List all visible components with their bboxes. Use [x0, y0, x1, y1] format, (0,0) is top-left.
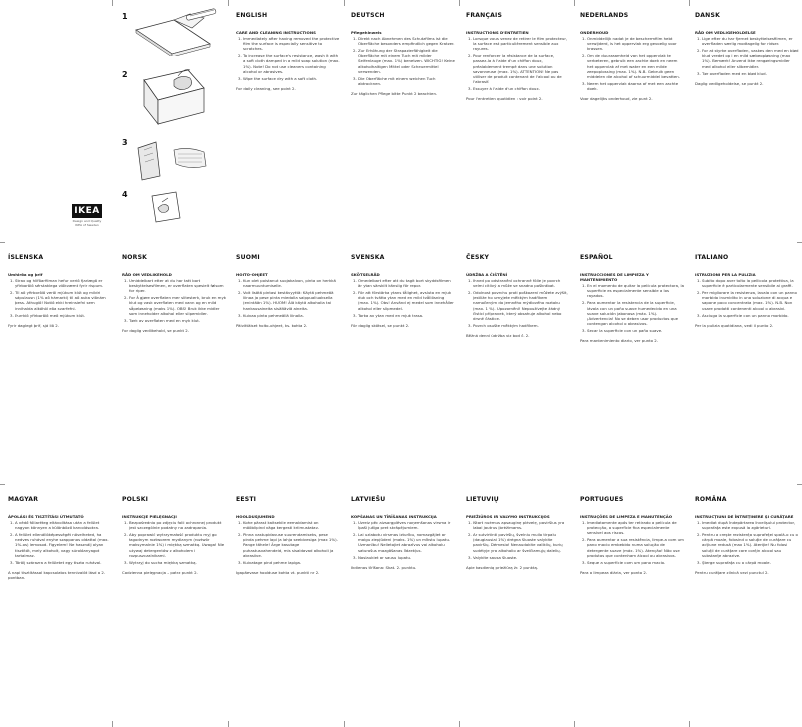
lang-heading: RÅD OM VEDLIGEHOLDELSE: [695, 30, 756, 35]
lang-heading: HOITO-OHJEET: [236, 272, 268, 277]
instruction-list: [466, 520, 570, 560]
list-item: 2. For å gjøre overflaten mer slitesterk, bruk en myk klut og vask overflaten med vann og en mild såpeløsning (maks 1%). OBS! Bruk ikke midler som inneholder alkohol eller slipemidler.: [129, 295, 226, 315]
list-item: 3. Seque a superfície com um pano macio.: [587, 560, 684, 565]
list-item: 1. Uzreiz pēc aizsargplēves noņemšanas virsma ir īpaši jutīga pret skrāpējumiem.: [358, 520, 455, 530]
lang-heading: SKÖTSELRÅD: [351, 272, 380, 277]
instruction-list: [580, 520, 684, 565]
list-item: 1. En el momento de quitar la película protectora, la superficie es especialmente sensible a los rayados.: [587, 283, 684, 298]
step-number-2: 2: [122, 70, 128, 79]
lang-latviesu: [351, 496, 455, 570]
lang-heading: CARE AND CLEANING INSTRUCTIONS: [236, 30, 316, 35]
list-item: 3. Kuivaa pinta pehmeällä liinalla.: [243, 313, 340, 318]
list-item: 1. Ištart nuėmus apsauginę plėvelę, paviršius yra labai jautrus įbrėžimams.: [473, 520, 570, 530]
ikea-logo-text: IKEA: [74, 206, 100, 216]
list-item: 3. Asciuga la superficie con un panno morbido.: [702, 313, 799, 318]
list-item: 3. Povrch osušte měkkým hadříkem.: [473, 323, 570, 328]
daily-note: Daglig vedligeholdelse, se punkt 2.: [695, 80, 764, 86]
crop-mark: [459, 0, 460, 6]
daily-note: Voor dagelijks onderhoud, zie punt 2.: [580, 96, 653, 102]
list-item: 2. Odolnost povrchu proti poškození můžete zvýšit, jestliže ho umyjete měkkým hadříkem namočeným do jemného mýdlového roztoku (max. 1 %). Upozornění! Nepoužívejte žádný čisticí přípravek, který obsahuje alkohol nebo drsné částice.: [473, 290, 570, 321]
list-item: 1. Lige efter du har fjernet beskyttelsesfilmen, er overfladen særlig modtagelig for ridser.: [702, 36, 799, 46]
instruction-list: [122, 520, 226, 565]
list-item: 1. Bezpośrednio po zdjęciu folii ochronnej produkt jest szczególnie podatny na zadrapania.: [129, 520, 226, 530]
list-item: 1. Direkt nach Abnehmen des Schutzfilms ist die Oberfläche besonders empfindlich gegen Kratzer.: [358, 36, 455, 46]
list-item: 3. Essuyer à l'aide d'un chiffon doux.: [473, 86, 570, 91]
daily-note: For daglig vedlikehold, se punkt 2.: [122, 327, 189, 333]
list-item: 2. Per migliorare la resistenza, lavala con un panno morbido inumidito in una soluzione di acqua e sapone poco concentrata (max. 1%). N.B. Non usare prodotti contenenti alcool o abrasivi.: [702, 290, 799, 310]
list-item: 3. Torka av ytan med en mjuk trasa.: [358, 313, 455, 318]
lang-nederlands: [580, 12, 684, 101]
crop-mark: [344, 721, 345, 727]
list-item: 1. Immediately after having removed the protective film the surface is especially sensitive to scratches.: [243, 36, 340, 51]
peel-film-illustration: [132, 8, 222, 56]
instruction-list: [351, 36, 455, 86]
instruction-list: [8, 278, 112, 318]
instruction-list: [236, 520, 340, 565]
step-number-3: 3: [122, 138, 128, 147]
lang-suomi: [236, 254, 340, 328]
lang-heading: KOPŠANAS UN TĪRĪŠANAS INSTRUKCIJA: [351, 514, 437, 519]
list-item: 3. Secar la superficie con un paño suave.: [587, 328, 684, 333]
list-item: 3. Noslaukiet ar sausu lupatu.: [358, 555, 455, 560]
list-item: 2. Para aumentar la resistencia de la superficie, lávala con un paño suave humedecido en una suave solución jabonosa (máx. 1%). ¡Advertencia! No se deben usar productos que contengan alcohol o abrasivos.: [587, 300, 684, 325]
crop-mark: [459, 721, 460, 727]
list-item: 1. Lorsque vous venez de retirer le film protecteur, la surface est particulièrement sensible aux rayures.: [473, 36, 570, 51]
lang-title: FRANÇAIS: [466, 12, 503, 19]
crop-mark: [689, 721, 690, 727]
lang-title: PORTUGUES: [580, 496, 624, 503]
daily-note: För daglig skötsel, se punkt 2.: [351, 322, 410, 328]
list-item: 3. Die Oberfläche mit einem weichen Tuch abtrocknen.: [358, 76, 455, 86]
instruction-list: [351, 520, 455, 560]
lang-title: ITALIANO: [695, 254, 729, 261]
lang-heading: ÁPOLÁSI ÉS TISZTÍTÁSI ÚTMUTATÓ: [8, 514, 84, 519]
instruction-list: [580, 36, 684, 91]
crop-mark: [228, 0, 229, 6]
lang-magyar: [8, 496, 112, 580]
lang-english: [236, 12, 340, 91]
crop-mark: [344, 0, 345, 6]
crop-mark: [797, 242, 802, 243]
lang-heading: INSTRUKCJE PIELĘGNACJI: [122, 514, 177, 519]
lang-title: ROMÂNA: [695, 496, 727, 503]
crop-mark: [0, 484, 5, 485]
list-item: 3. Şterge suprafaţa cu o cârpă moale.: [702, 560, 799, 565]
instruction-list: [695, 520, 799, 565]
list-item: 2. Pinna vastupidavuse suurendamiseks, pese pinda pehme lapi ja lahja seebivesiga (max 1%). Pange tähele! Ärge kasutage puhastusvahendeid, mis sisaldavad alkoholi ja abrasiive.: [243, 532, 340, 557]
lang-heading: INSTRUCŢIUNI DE ÎNTREŢINERE ŞI CURĂŢARE: [695, 514, 794, 519]
daily-note: Běžná denní údržba viz bod č. 2.: [466, 332, 530, 338]
lang-title: SUOMI: [236, 254, 260, 261]
instruction-list: [580, 283, 684, 333]
ikea-logo-caption: Design and Quality IKEA of Sweden: [72, 219, 102, 227]
lang-heading: RÅD OM VEDLIKEHOLD: [122, 272, 172, 277]
list-item: 2. A felület ellenállóképességét növelheted, ha nedves ruhával enyhe szappanos oldattal (max. 1%-os) lemosod. Figyelem! Ne használj olyan tisztítót, mely alkoholt, vagy súrolóanyagot tartalmaz.: [15, 532, 112, 557]
lang-eesti: [236, 496, 340, 575]
list-item: 3. Tørk av overflaten med en myk klut.: [129, 318, 226, 323]
crop-mark: [689, 0, 690, 6]
lang-title: NORSK: [122, 254, 148, 261]
list-item: 1. Omedelbart efter att du tagit bort skyddsfilmen är ytan särskilt känslig för repor.: [358, 278, 455, 288]
list-item: 2. To increase the surface's resistance, wash it with a soft cloth damped in a mild soap solution (max. 1%). Note! Do not use cleaners containing alcohol or abrasives.: [243, 53, 340, 73]
daily-note: Pour l'entretien quotidien : voir point 2.: [466, 96, 543, 102]
list-item: 2. Om de duurzaamheid van het oppervlak te verbeteren, gebruik een zachte doek en neem het oppervlak af met water en een milde zeepoplossing (max. 1%). N.B. Gebruik geen middelen die alcohol of schuurmiddel bevatten.: [587, 53, 684, 78]
list-item: 3. Valykite sausa šluoste.: [473, 555, 570, 560]
lang-heading: INSTRUÇÕES DE LIMPEZA E MANUTENÇÃO: [580, 514, 673, 519]
list-item: 3. Þurrkið yfirborðið með mjúkum klút.: [15, 313, 112, 318]
lang-italiano: [695, 254, 799, 328]
list-item: 2. För att förstärka ytans tålighet, avsluta en mjuk duk och tvätta ytan med en mild tvållösning (max. 1%). Obs! Använd ej medel som innehåller alkohol eller slipmedel.: [358, 290, 455, 310]
daily-note: Para a limpeza diária, ver ponto 2.: [580, 569, 648, 575]
instruction-list: [695, 36, 799, 76]
list-item: 2. Pour renforcer la résistance de la surface, passez-la à l'aide d'un chiffon doux, préalablement trempé dans une solution savonneuse (max. 1%). ATTENTION! Ne pas utiliser de produit contenant de l'alcool ou de l'abrasif.: [473, 53, 570, 84]
list-item: 2. Pentru a creşte rezistenţa suprafeţei spală-o cu o cârpă moale, folosind o soluţie de curăţare cu acţiune redusă (max 1%). Atenţie! Nu folosi soluţii de curăţare care conţin alcool sau substanţe abrazive.: [702, 532, 799, 557]
step-number-1: 1: [122, 12, 128, 21]
list-item: 1. Ihned po odstranění ochranné fólie je povrch velmi citlivý a může se snadno poškrábat.: [473, 278, 570, 288]
list-item: 1. A védő fóliaréteg eltávolítása után a felület nagyon könnyen a különböző karcolásokra.: [15, 520, 112, 530]
list-item: 1. Strax og hlífðarfilman hefur verið fjarlægð er yfirborðið sérstaklega viðkvæmt fyrir rispum.: [15, 278, 112, 288]
list-item: 2. Til að yfirborðið verði mjúkum klút og mildri sápulausn (1% að hámarki) til að auka viðnám þess. Athugið! Notið ekki hreinsiefni sem innihalda alkóhól eða svarfefni.: [15, 290, 112, 310]
daily-note: For daily cleaning, see point 2.: [236, 85, 296, 91]
lang-title: POLSKI: [122, 496, 149, 503]
instruction-list: [695, 278, 799, 318]
lang-title: LATVIEŠU: [351, 496, 386, 503]
daily-note: A napi tisztítással kapcsolatos tennivalót lásd a 2. pontban.: [8, 569, 106, 580]
list-item: 2. Ar sutvirtinti paviršių, švelniu muilo tirpalu (daugiausiai 1%) drėgna šluoste valykite paviršių. Dėmesio! Nenaudokite valiklių, kurių sudėtyje yra alkoholio ar šveičiamųjų dalelių.: [473, 532, 570, 552]
list-item: 3. Törölj szárazra a felületet egy tiszta ruhával.: [15, 560, 112, 565]
lang-title: SVENSKA: [351, 254, 385, 261]
crop-mark: [797, 484, 802, 485]
list-item: 2. Para aumentar a sua resistência, limpe-a com um pano macio embebido numa solução de detergente suave (máx. 1%). Atenção! Não use produtos que contenham álcool ou abrasivos.: [587, 537, 684, 557]
lang-deutsch: [351, 12, 455, 96]
instruction-list: [236, 278, 340, 318]
daily-note: Apie kasdienią priežiūrą žr. 2 punktą.: [466, 564, 539, 570]
lang-espanol: [580, 254, 684, 343]
crop-mark: [574, 721, 575, 727]
lang-francais: [466, 12, 570, 101]
cloth-icon: [174, 148, 206, 167]
daily-note: Per la pulizia quotidiana, vedi il punto 2.: [695, 322, 774, 328]
daily-note: Päivittäiset hoito-ohjeet, ks. kohta 2.: [236, 322, 308, 328]
list-item: 2. Aby poprawić wytrzymałość produktu myj go łagodnym roztworem mydlanym (roztwór maksymalnie 1%) i miękką szmatką. Uwaga! Nie używaj detergentów z alkoholem i rozpuszczalnikami.: [129, 532, 226, 557]
dry-cloth-illustration: [146, 190, 186, 224]
lang-heading: Umhirða og þrif: [8, 272, 43, 277]
lang-heading: ÚDRŽBA A ČIŠTĚNÍ: [466, 272, 508, 277]
instruction-list: [122, 278, 226, 323]
daily-note: Igapäevase hoolduse kohta vt. punkti nr 2.: [236, 569, 320, 575]
list-item: 3. Tør overfladen med en blød klud.: [702, 71, 799, 76]
lang-islenska: [8, 254, 112, 328]
crop-mark: [112, 721, 113, 727]
lang-polski: [122, 496, 226, 575]
instruction-list: [236, 36, 340, 81]
list-item: 3. Neem het oppervlak daarna af met een zachte doek.: [587, 81, 684, 91]
lang-romana: [695, 496, 799, 575]
lang-title: ČESKY: [466, 254, 490, 261]
lang-title: NEDERLANDS: [580, 12, 629, 19]
lang-heading: HOOLDUSJUHEND: [236, 514, 275, 519]
list-item: 1. Subito dopo aver tolto la pellicola protettiva, la superficie è particolarmente sensibile ai graffi.: [702, 278, 799, 288]
list-item: 1. Umiddelbart etter at du har tatt bort beskyttelsesfilmen, er overflaten spesielt følsom for riper.: [129, 278, 226, 293]
lang-title: ENGLISH: [236, 12, 268, 19]
daily-note: Zur täglichen Pflege bitte Punkt 2 beachten.: [351, 90, 438, 96]
list-item: 3. Wytrzyj do sucha miękką szmatką.: [129, 560, 226, 565]
crop-mark: [228, 721, 229, 727]
crop-mark: [112, 0, 113, 6]
list-item: 3. Kuivatage pind pehme lapiga.: [243, 560, 340, 565]
lang-heading: INSTRUCCIONES DE LIMPIEZA Y MANTENIMIENTO: [580, 272, 649, 283]
instruction-list: [466, 36, 570, 91]
lang-heading: ONDERHOUD: [580, 30, 609, 35]
lang-title: ESPAÑOL: [580, 254, 613, 261]
instruction-list: [8, 520, 112, 565]
lang-title: EESTI: [236, 496, 257, 503]
lang-heading: INSTRUCTIONS D'ENTRETIEN: [466, 30, 529, 35]
list-item: 1. Kohe pärast kaitsekile eemaldamist on mööblipind väga kergesti kriimustatav.: [243, 520, 340, 530]
daily-note: Codzienna pielęgnacja – patrz punkt 2.: [122, 569, 198, 575]
lang-svenska: [351, 254, 455, 328]
list-item: 1. Kun olet poistanut suojakalvon, pinta on herkkä naarmuuntumiselle.: [243, 278, 340, 288]
list-item: 2. Voit lisätä pintasi kestävyyttä: Käytä pehmeää liinaa ja pese pinta miedolla saippualiuoksella (enintään 1%). HUOM! Älä käytä alkoholia tai hankausaineita sisältäviä aineita.: [243, 290, 340, 310]
lang-heading: ISTRUZIONI PER LA PULIZIA: [695, 272, 756, 277]
daily-note: Fyrir daglegt þrif, sjá lið 2.: [8, 322, 59, 328]
soap-solution-illustration: [134, 136, 224, 182]
instruction-list: [351, 278, 455, 318]
list-item: 1. Imediat după îndepărtarea învelişului protector, suprafaţa este expusă la zgârieturi.: [702, 520, 799, 530]
lang-heading: Pflegehinweis: [351, 30, 382, 35]
lang-title: MAGYAR: [8, 496, 39, 503]
lang-title: LIETUVIŲ: [466, 496, 499, 503]
lang-cesky: [466, 254, 570, 338]
lang-norsk: [122, 254, 226, 333]
lang-heading: PRIEŽIŪROS IR VALYMO INSTRUKCIJOS: [466, 514, 550, 519]
list-item: 1. Onmiddellijk nadat je de beschermfilm hebt verwijderd, is het oppervlak erg gevoelig voor krassen.: [587, 36, 684, 51]
lang-title: DANSK: [695, 12, 720, 19]
wipe-cloth-illustration: [138, 66, 218, 126]
list-item: 1. Imediatamente após ter retirado a película de protecção, a superfície fica especialmente sensível aos riscos.: [587, 520, 684, 535]
daily-note: Pentru curăţare zilnică vezi punctul 2.: [695, 569, 769, 575]
step-number-4: 4: [122, 190, 128, 199]
crop-mark: [0, 242, 5, 243]
list-item: 2. For at styrke overfladen, vaskes den med en blød klud vredet op i en mild sæbeopløsning (max 1%). Bemærk! Anvend ikke rengøringsmidler med alkohol eller slibemidler.: [702, 48, 799, 68]
daily-note: Para mantenimiento diario, ver punto 2.: [580, 338, 659, 344]
lang-portugues: [580, 496, 684, 575]
lang-title: DEUTSCH: [351, 12, 385, 19]
instruction-list: [466, 278, 570, 328]
list-item: 2. Zur Erhöhung der Strapazierfähigkeit die Oberfläche mit einem Tuch mit milder Seifenlauge (max. 1%) benetzen. WICHTIG! Keine alkoholhaltigen Mittel oder Scheuermittel verwenden.: [358, 48, 455, 73]
lang-lietuviu: [466, 496, 570, 570]
lang-dansk: [695, 12, 799, 86]
list-item: 2. Lai uzlabotu virsmas izturību, nomazgājiet ar maigu ziepjūdeni (maks. 1%) un mīkstu lupatu. Uzmanību! Nelietojiet abrazīvus vai alkoholu saturošus mazgāšanas līdzekļus.: [358, 532, 455, 552]
crop-mark: [574, 0, 575, 6]
lang-title: ÍSLENSKA: [8, 254, 44, 261]
daily-note: Ikdienas tīrīšana: Skat. 2. punktu.: [351, 564, 417, 570]
list-item: 3. Wipe the surface dry with a soft cloth.: [243, 76, 340, 81]
